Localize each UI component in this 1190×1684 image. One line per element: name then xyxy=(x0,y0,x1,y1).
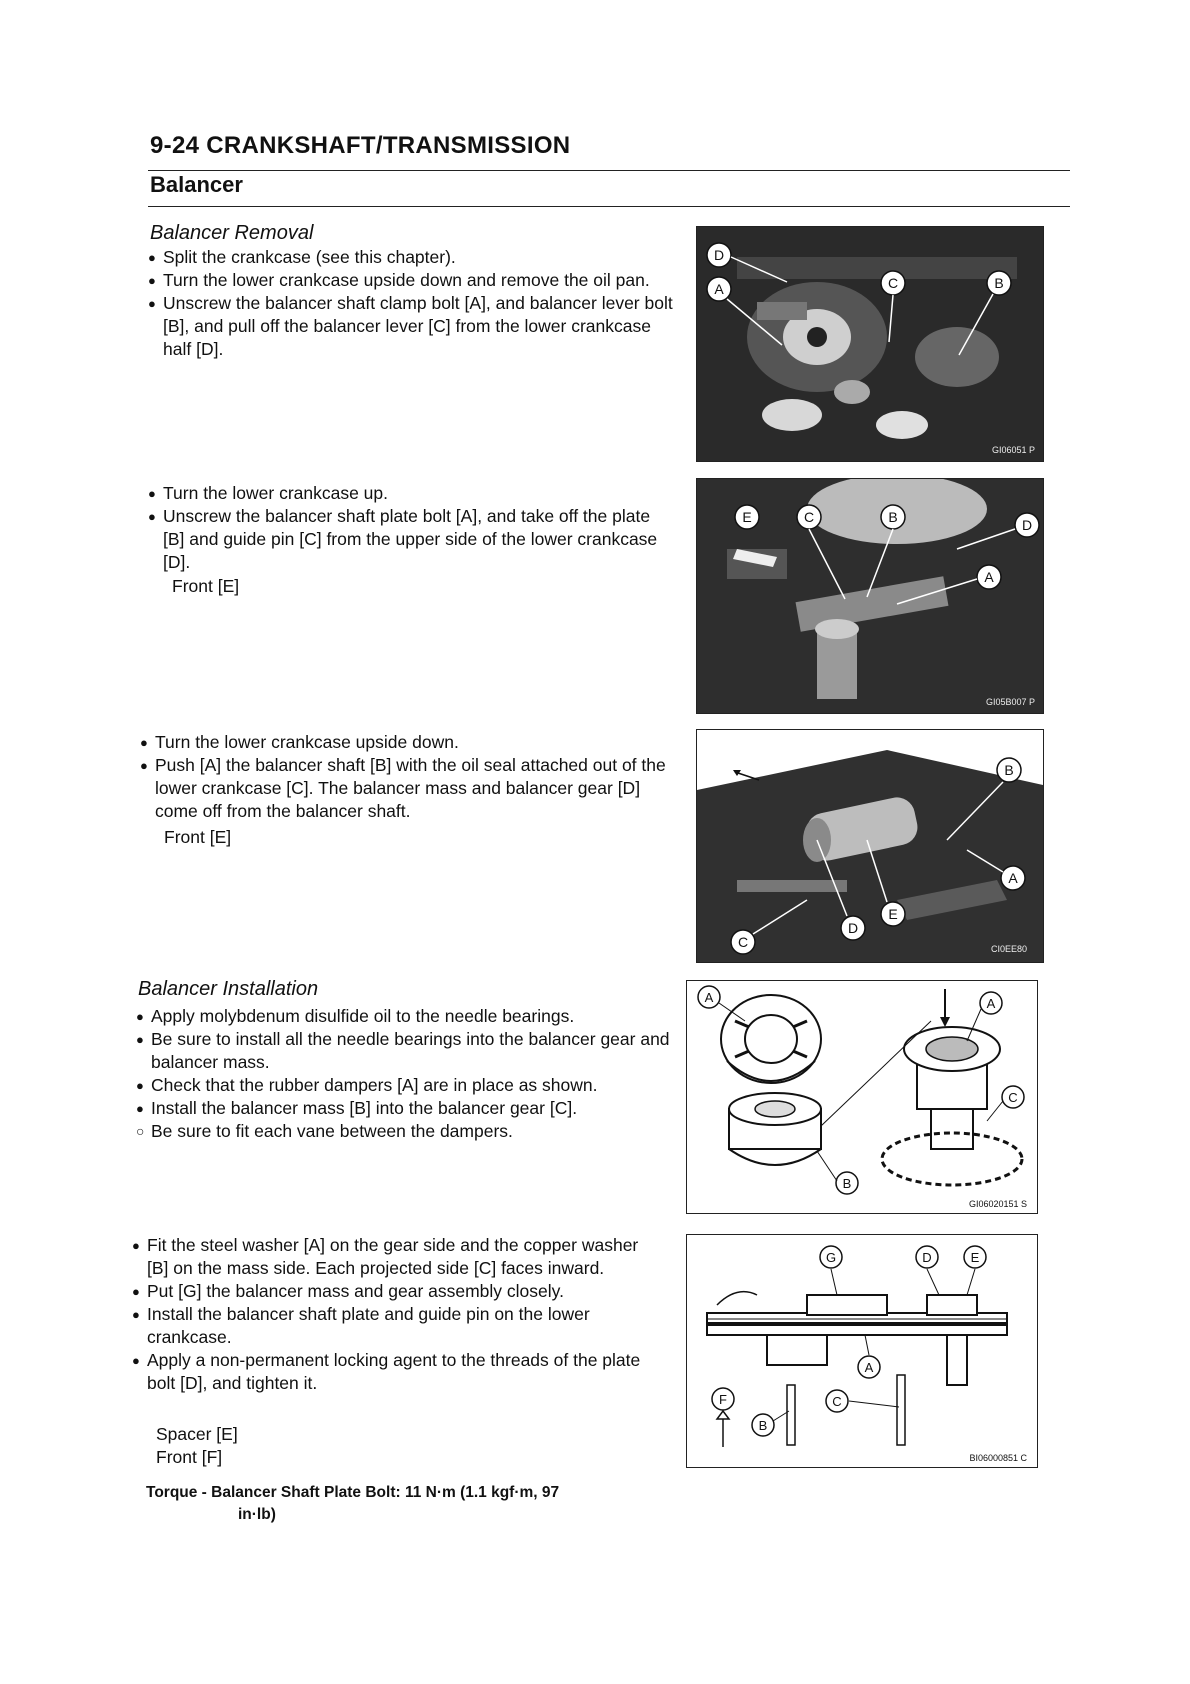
torque-line-2: in·lb) xyxy=(238,1506,276,1523)
figure-balancer-assembly xyxy=(686,980,1038,1214)
fig5-label: C xyxy=(832,1394,842,1409)
fig1-label: A xyxy=(714,281,724,297)
installation-notes xyxy=(132,1423,238,1469)
list-item: ● Put [G] the balancer mass and gear assembly closely. xyxy=(132,1280,664,1303)
fig5-label: G xyxy=(825,1250,837,1265)
fig1-label: C xyxy=(887,275,899,291)
figure-balancer-lever-image xyxy=(697,227,1043,461)
installation-step2-list xyxy=(132,1234,664,1395)
removal-step1-list xyxy=(148,246,676,361)
list-item: ● Apply a non-permanent locking agent to the threads of the plate bolt [D], and tighten it. xyxy=(132,1349,664,1395)
page-title: 9-24 CRANKSHAFT/TRANSMISSION xyxy=(150,132,571,159)
header-rule xyxy=(148,170,1070,171)
fig2-label: D xyxy=(1021,517,1033,533)
list-item: ● Turn the lower crankcase upside down and remove the oil pan. xyxy=(148,269,676,292)
figure-balancer-assembly-image xyxy=(687,981,1037,1213)
fig1-label: B xyxy=(994,275,1004,291)
front-note: Front [F] xyxy=(156,1447,223,1467)
list-item: ● Fit the steel washer [A] on the gear side and the copper washer [B] on the mass side. Each projected side [C] faces inward. xyxy=(132,1234,664,1280)
torque-spec xyxy=(146,1482,559,1526)
fig2-label: C xyxy=(803,509,815,525)
list-item: ● Push [A] the balancer shaft [B] with the oil seal attached out of the lower crankcase [C]. The balancer mass and balancer gear [D] come off from the balancer shaft. xyxy=(140,754,675,823)
section-title: Balancer xyxy=(150,172,243,197)
removal-step3-list xyxy=(140,731,675,823)
fig3-code: CI0EE80 xyxy=(990,944,1027,954)
fig4-code: GI06020151 S xyxy=(968,1199,1027,1209)
fig3-label: A xyxy=(1008,870,1018,886)
list-item: ● Turn the lower crankcase upside down. xyxy=(140,731,675,754)
fig3-label: C xyxy=(737,934,749,950)
figure-balancer-shaft-image xyxy=(697,730,1043,962)
fig5-label: A xyxy=(864,1360,874,1375)
fig5-label: E xyxy=(970,1250,980,1265)
fig5-label: D xyxy=(922,1250,932,1265)
fig2-label: A xyxy=(984,569,994,585)
fig4-label: A xyxy=(986,996,996,1011)
list-item: ● Be sure to install all the needle bearings into the balancer gear and balancer mass. xyxy=(136,1028,676,1074)
fig4-label: C xyxy=(1008,1090,1018,1105)
fig1-label: D xyxy=(713,247,725,263)
list-item: ● Check that the rubber dampers [A] are in place as shown. xyxy=(136,1074,676,1097)
list-item: ● Install the balancer shaft plate and guide pin on the lower crankcase. xyxy=(132,1303,664,1349)
list-item: ● Unscrew the balancer shaft plate bolt [A], and take off the plate [B] and guide pin [C] from the upper side of the lower crankcase [D]. xyxy=(148,505,676,574)
figure-balancer-shaft-section xyxy=(686,1234,1038,1468)
list-item: ● Split the crankcase (see this chapter). xyxy=(148,246,676,269)
spacer-note: Spacer [E] xyxy=(156,1424,238,1444)
figure-balancer-shaft-section-image xyxy=(687,1235,1037,1467)
installation-heading: Balancer Installation xyxy=(138,978,319,1000)
fig4-label: A xyxy=(704,990,714,1005)
removal-step2-list xyxy=(148,482,676,574)
fig5-label: F xyxy=(719,1392,727,1407)
torque-line-1: Torque - Balancer Shaft Plate Bolt: 11 N·m (1.1 kgf·m, 97 xyxy=(146,1484,560,1501)
list-item: ● Unscrew the balancer shaft clamp bolt [A], and balancer lever bolt [B], and pull off the balancer lever [C] from the lower crankcase half [D]. xyxy=(148,292,676,361)
list-item-sub: ○ Be sure to fit each vane between the dampers. xyxy=(136,1120,676,1143)
figure-balancer-shaft xyxy=(696,729,1044,963)
fig4-label: B xyxy=(842,1176,852,1191)
fig5-code: BI06000851 C xyxy=(969,1453,1027,1463)
fig3-label: B xyxy=(1004,762,1014,778)
fig5-label: B xyxy=(758,1418,768,1433)
removal-step3-note: Front [E] xyxy=(164,827,232,847)
fig2-label: E xyxy=(742,509,752,525)
fig1-code: GI06051 P xyxy=(991,445,1035,455)
list-item: ● Apply molybdenum disulfide oil to the needle bearings. xyxy=(136,1005,676,1028)
figure-balancer-plate-image xyxy=(697,479,1043,713)
list-item: ● Install the balancer mass [B] into the balancer gear [C]. xyxy=(136,1097,676,1120)
fig3-label: D xyxy=(847,920,859,936)
fig2-label: B xyxy=(888,509,898,525)
figure-balancer-lever xyxy=(696,226,1044,462)
removal-heading: Balancer Removal xyxy=(150,222,314,244)
figure-balancer-plate xyxy=(696,478,1044,714)
removal-step2-note: Front [E] xyxy=(172,576,240,596)
section-rule xyxy=(148,206,1070,207)
fig2-code: GI05B007 P xyxy=(985,697,1035,707)
list-item: ● Turn the lower crankcase up. xyxy=(148,482,676,505)
fig3-label: E xyxy=(888,906,898,922)
installation-step1-list xyxy=(136,1005,676,1143)
